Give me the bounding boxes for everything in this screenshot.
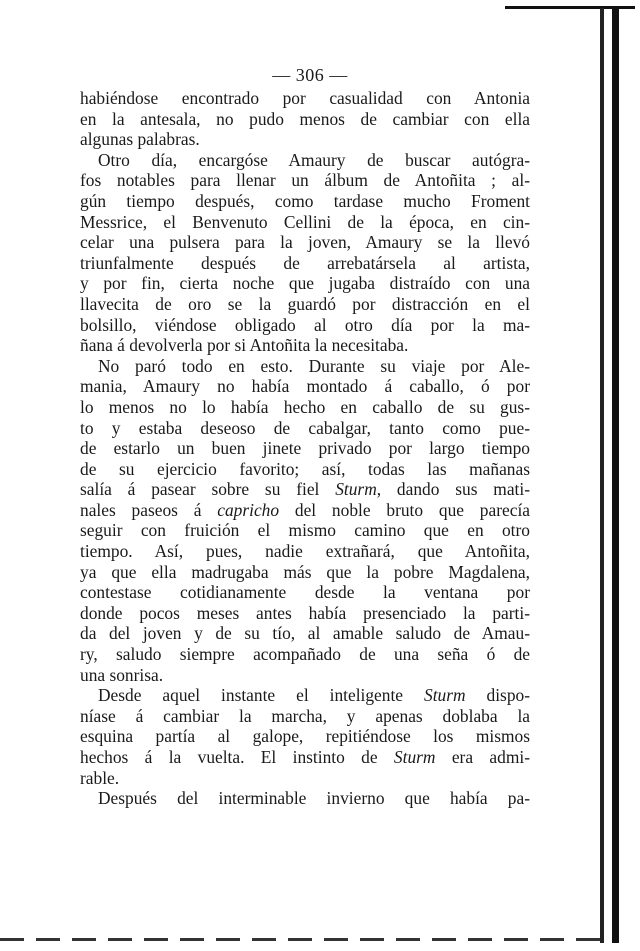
text-line: ñana á devolverla por si Antoñita la necesitaba. [80,335,409,356]
text-line: níase á cambiar la marcha, y apenas doblaba la [80,705,530,726]
text-line: celar una pulsera para la joven, Amaury se la llevó [80,232,530,253]
text-line: salía á pasear sobre su fiel Sturm, dando sus mati- [80,479,530,500]
text-line: esquina partía al galope, repitiéndose los mismos [80,726,530,747]
text-line: ya que ella madrugaba más que la pobre Magdalena, [80,561,530,582]
text-line: llavecita de oro se la guardó por distracción en el [80,293,530,314]
page-number: — 306 — [272,65,348,85]
text-line: seguir con fruición el mismo camino que en otro [80,520,530,541]
page-text-body [80,88,530,809]
text-line: nales paseos á capricho del noble bruto que parecía [80,499,530,520]
text-line: triunfalmente después de arrebatársela al artista, [80,252,530,273]
page-bottom-edge [0,938,600,941]
text-line: da del joven y de su tío, al amable saludo de Amau- [80,623,530,644]
text-line: gún tiempo después, como tardase mucho Froment [80,190,530,211]
text-line: algunas palabras. [80,129,200,150]
text-line: to y estaba deseoso de cabalgar, tanto como pue- [80,417,530,438]
text-line: en la antesala, no pudo menos de cambiar con ella [80,108,530,129]
text-line: Después del interminable invierno que había pa- [98,788,530,809]
text-line: ry, saludo siempre acompañado de una seña ó de [80,644,530,665]
text-line: de su ejercicio favorito; así, todas las mañanas [80,458,530,479]
text-line: No paró todo en esto. Durante su viaje por Ale- [98,355,530,376]
text-line: donde pocos meses antes había presenciado la parti- [80,602,530,623]
text-line: y por fin, cierta noche que jugaba distraído con una [80,273,530,294]
text-line: hechos á la vuelta. El instinto de Sturm era admi- [80,747,530,767]
text-line: tiempo. Así, pues, nadie extrañará, que Antoñita, [80,541,530,562]
text-line: contestase cotidianamente desde la ventana por [80,582,530,603]
page-edge-right [600,8,604,943]
page-binding-edge [612,8,619,943]
text-line: Otro día, encargóse Amaury de buscar autógra- [98,149,530,170]
text-line: una sonrisa. [80,664,164,685]
text-line: bolsillo, viéndose obligado al otro día por la ma- [80,314,530,335]
text-line: habiéndose encontrado por casualidad con Antonia [80,88,530,108]
text-line: lo menos no lo había hecho en caballo de su gus- [80,396,530,417]
text-line: Desde aquel instante el inteligente Sturm dispo- [98,685,530,706]
text-line: rable. [80,767,120,788]
book-page [80,62,530,809]
text-line: de estarlo un buen jinete privado por largo tiempo [80,438,530,459]
text-line: fos notables para llenar un álbum de Antoñita ; al- [80,170,530,191]
text-line: Messrice, el Benvenuto Cellini de la época, en cin- [80,211,530,232]
text-line: mania, Amaury no había montado á caballo, ó por [80,376,530,397]
